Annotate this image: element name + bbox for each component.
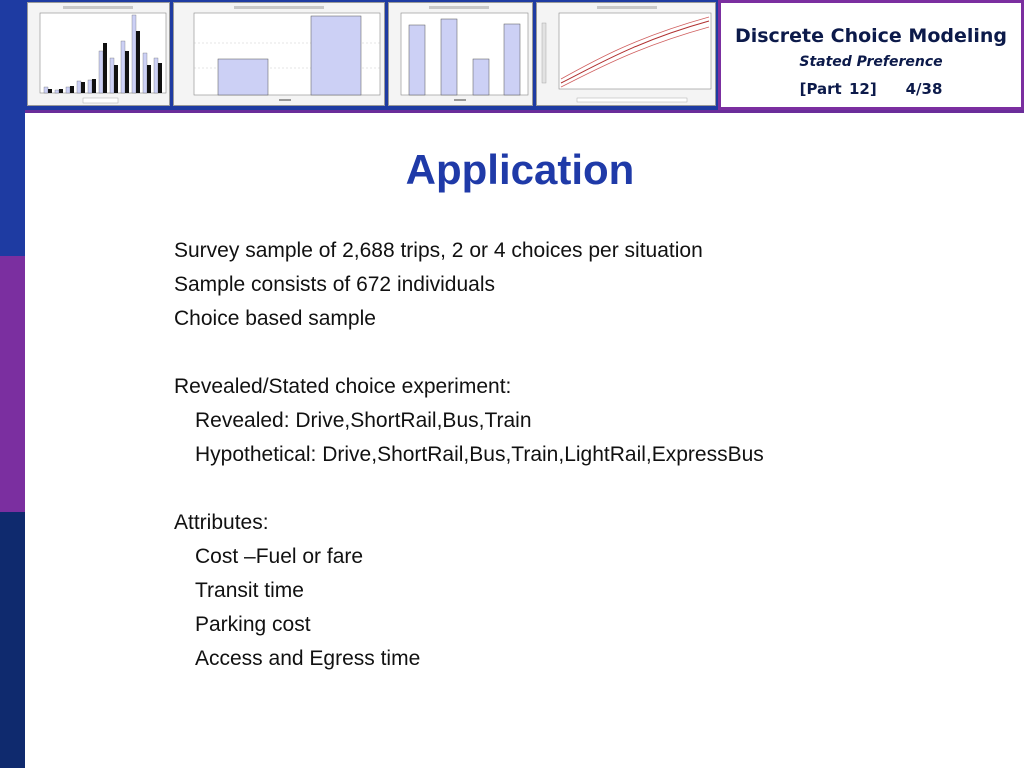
- part-label: [Part 12]: [799, 80, 877, 98]
- thumbnail-partial-effects-line-chart: [536, 2, 716, 106]
- body-line: Choice based sample: [174, 307, 376, 330]
- body-line: Sample consists of 672 individuals: [174, 273, 496, 296]
- course-title: Discrete Choice Modeling: [734, 25, 1008, 47]
- course-title-box: [718, 0, 1024, 110]
- body-line: Revealed: Drive,ShortRail,Bus,Train: [195, 409, 532, 432]
- page-number: 4/38: [905, 80, 943, 98]
- blank-line: [174, 472, 764, 506]
- body-line: Access and Egress time: [195, 647, 421, 670]
- blank-line: [174, 336, 764, 370]
- body-line: Survey sample of 2,688 trips, 2 or 4 choices per situation: [174, 239, 703, 262]
- left-stripe-purple: [0, 256, 25, 512]
- thumbnail-mode-choice-bar-chart: [388, 2, 533, 106]
- course-subtitle: Stated Preference: [799, 54, 943, 70]
- left-stripe-navy: [0, 512, 25, 768]
- thumbnail-histogram-chart: [27, 2, 170, 106]
- slide-body: [174, 234, 764, 676]
- body-line: Hypothetical: Drive,ShortRail,Bus,Train,LightRail,ExpressBus: [195, 443, 764, 466]
- body-line: Transit time: [195, 579, 304, 602]
- part-and-page: [721, 80, 1021, 98]
- body-line: Revealed/Stated choice experiment:: [174, 375, 512, 398]
- slide-title: Application: [405, 146, 635, 193]
- left-stripe-blue: [0, 0, 25, 256]
- body-line: Parking cost: [195, 613, 311, 636]
- body-line: Attributes:: [174, 511, 269, 534]
- thumbnail-two-bar-chart: [173, 2, 385, 106]
- header-divider: [25, 110, 1024, 113]
- body-line: Cost –Fuel or fare: [195, 545, 364, 568]
